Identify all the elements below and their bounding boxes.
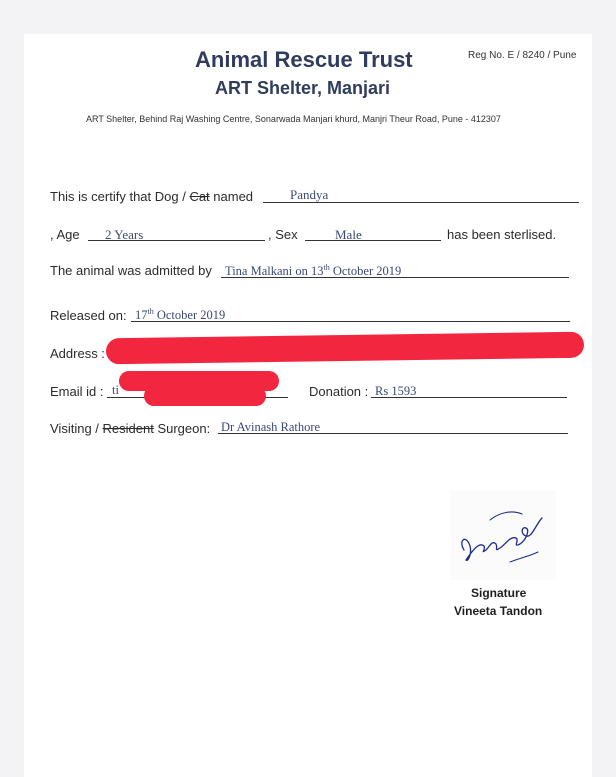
admitted-value-month: October 2019 <box>329 264 402 279</box>
signature-image <box>450 490 556 580</box>
surgeon-label-visiting: Visiting / <box>50 421 103 436</box>
admitted-value-main: Tina Malkani on 13 <box>225 264 324 279</box>
surgeon-label <box>50 421 210 436</box>
released-day: 17 <box>135 308 148 323</box>
admitted-ordinal: th <box>323 263 330 272</box>
named-text: named <box>209 189 254 204</box>
signature-label: Signature <box>471 586 527 600</box>
released-month: October 2019 <box>153 308 226 323</box>
cat-strikethrough: Cat <box>189 189 210 204</box>
surgeon-label-suffix: Surgeon: <box>153 421 211 436</box>
certify-text: This is certify that Dog / <box>50 189 190 204</box>
org-name: Animal Rescue Trust <box>195 47 413 72</box>
reg-number: Reg No. E / 8240 / Pune <box>468 50 577 61</box>
donation-value: Rs 1593 <box>375 384 417 398</box>
admitted-label: The animal was admitted by <box>50 263 212 278</box>
certify-line <box>50 189 253 204</box>
email-label: Email id : <box>50 384 104 399</box>
animal-name-value: Pandya <box>290 187 329 202</box>
admitted-value <box>225 263 401 279</box>
donation-label: Donation : <box>309 384 369 399</box>
shelter-name: ART Shelter, Manjari <box>215 78 391 98</box>
signatory-name: Vineeta Tandon <box>454 604 543 618</box>
released-ordinal: th <box>147 307 154 316</box>
age-label: , Age <box>50 227 80 242</box>
handwritten-signature-icon <box>450 490 556 580</box>
email-partial-value: ti <box>112 383 119 397</box>
sex-underline <box>305 240 441 241</box>
surgeon-value: Dr Avinash Rathore <box>221 420 321 434</box>
released-label: Released on: <box>50 308 127 323</box>
sterilised-text: has been sterlised. <box>447 227 557 242</box>
shelter-address: ART Shelter, Behind Raj Washing Centre, Sonarwada Manjari khurd, Manjri Theur Road, Pune - 412307 <box>86 114 501 124</box>
address-label: Address : <box>50 346 105 361</box>
sex-label: , Sex <box>268 227 298 242</box>
email-redaction-bottom <box>144 386 266 406</box>
age-value: 2 Years <box>105 227 144 242</box>
certificate-page <box>24 34 592 777</box>
address-redaction <box>106 332 584 365</box>
released-value <box>135 307 225 323</box>
sex-value: Male <box>335 227 362 242</box>
resident-strikethrough: Resident <box>102 421 154 436</box>
